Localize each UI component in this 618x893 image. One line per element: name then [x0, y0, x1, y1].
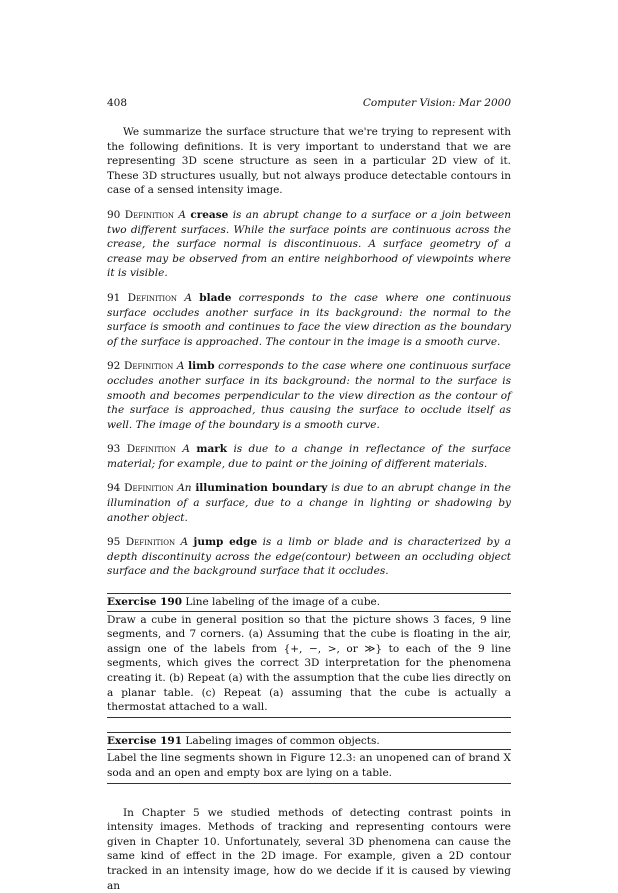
definition-term: mark [196, 443, 228, 456]
exercise-body: Label the line segments shown in Figure 12.3: an unopened can of brand X soda and an open and empty box are lying on a table. [107, 752, 511, 779]
page-number: 408 [107, 97, 128, 109]
exercise-title: Line labeling of the image of a cube. [185, 596, 381, 609]
exercise-body: Draw a cube in general position so that the picture shows 3 faces, 9 line segments, and 7 corners. (a) Assuming that the cube is floating in the air, assign one of the labels from {+, −, >, or ≫} to each of the 9 line segments, which gives the correct 3D interpretation for the phenomena creating it. (b) Repeat (a) with the assumption that the cube lies directly on a planar table. (c) Repeat (a) assuming that the cube is actually a thermostat attached to a wall. [107, 613, 511, 714]
definition-text: is a limb or blade and is characterized by a depth discontinuity across the edge(contour) between an occluding object surface and the background surface that it occludes. [107, 536, 511, 578]
definition-text: corresponds to the case where one continuous surface occludes another surface in its background: the normal to the surface is smooth and continues to face the view direction as the boundary of the surface is approached. The contour in the image is a smooth curve. [107, 291, 511, 348]
definition-limb [107, 359, 511, 432]
definition-article: A [180, 536, 189, 549]
exercise-box [107, 732, 511, 784]
definition-illumination-boundary [107, 481, 511, 525]
exercise-label: Exercise 191 [107, 734, 183, 747]
closing-paragraph: In Chapter 5 we studied methods of detecting contrast points in intensity images. Methods of tracking and representing contours were given in Chapter 10. Unfortunately, several 3D phenomena can cause the same kind of effect in the 2D image. For example, given a 2D contour tracked in an intensity image, how do we decide if it is caused by viewing an [107, 806, 511, 892]
exercise-header [107, 594, 511, 612]
running-title: Computer Vision: Mar 2000 [362, 97, 511, 109]
definition-article: A [178, 208, 186, 221]
exercise-header [107, 733, 511, 751]
definition-label: 92 Definition [107, 360, 174, 373]
definition-term: jump edge [193, 536, 258, 549]
definition-article: A [184, 291, 192, 304]
intro-paragraph: We summarize the surface structure that we're trying to represent with the following definitions. It is very important to understand that we are representing 3D scene structure as seen in a particular 2D view of it. These 3D structures usually, but not always produce detectable contours in case of a sensed intensity image. [107, 126, 511, 197]
definition-text: is due to a change in reflectance of the surface material; for example, due to paint or the joining of different materials. [107, 443, 512, 470]
exercise-title: Labeling images of common objects. [185, 734, 380, 747]
definition-jump-edge [107, 535, 511, 579]
definition-crease [107, 208, 511, 281]
definition-term: illumination boundary [195, 482, 328, 495]
definition-term: limb [188, 360, 215, 373]
definition-label: 93 Definition [107, 443, 177, 456]
definition-label: 94 Definition [107, 482, 174, 495]
definition-term: blade [199, 291, 232, 304]
definition-article: A [182, 443, 190, 456]
definition-label: 91 Definition [107, 291, 178, 304]
definition-mark [107, 442, 511, 471]
definition-text: is due to an abrupt change in the illumination of a surface, due to a change in lighting or shadowing by another object. [107, 482, 511, 524]
definition-text: is an abrupt change to a surface or a join between two different surfaces. While the surface points are continuous across the crease, the surface normal is discontinuous. A surface geometry of a crease may be observed from an entire neighborhood of viewpoints where it is visible. [107, 208, 511, 280]
page-header [107, 97, 511, 109]
definition-blade [107, 291, 511, 349]
definition-article: An [177, 482, 192, 495]
definition-text: corresponds to the case where one continuous surface occludes another surface in its background: the normal to the surface is smooth and becomes perpendicular to the view direction as the contour of the surface is approached, thus causing the surface to occlude itself as well. The image of the boundary is a smooth curve. [107, 360, 512, 431]
exercise-box [107, 593, 511, 718]
definition-label: 95 Definition [107, 536, 176, 549]
exercise-label: Exercise 190 [107, 596, 183, 609]
definition-term: crease [190, 208, 229, 221]
definition-article: A [176, 360, 185, 373]
page-body [107, 125, 511, 893]
definition-label: 90 Definition [107, 208, 175, 221]
